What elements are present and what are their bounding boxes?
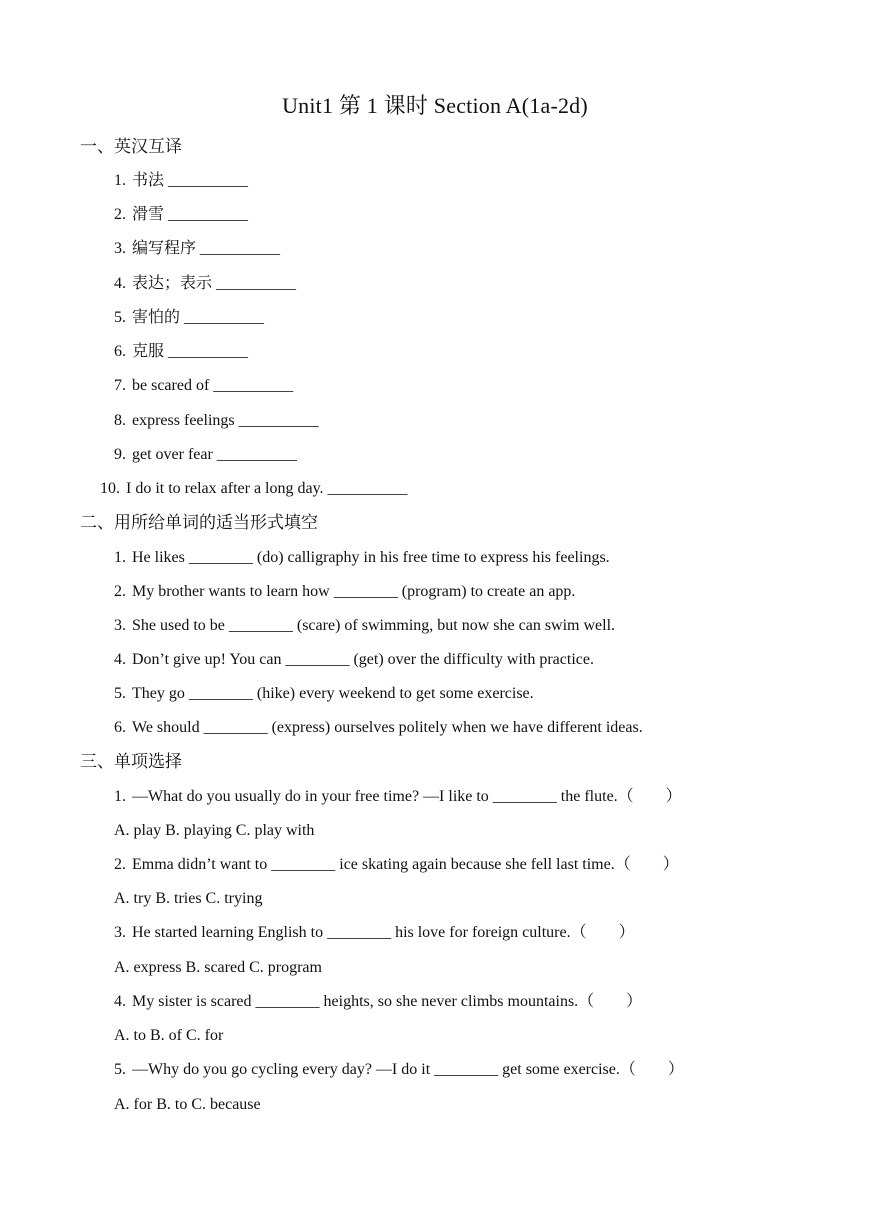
item-text: They go ________ (hike) every weekend to get some exercise. bbox=[132, 685, 534, 702]
question-number: 5. bbox=[114, 1061, 126, 1078]
question-options: A. to B. of C. for bbox=[114, 1027, 224, 1044]
question-number: 3. bbox=[114, 924, 126, 941]
item-text: 滑雪 __________ bbox=[132, 206, 249, 223]
section-3-question bbox=[100, 786, 682, 808]
item-text: 书法 __________ bbox=[132, 172, 249, 189]
item-number: 6. bbox=[114, 343, 126, 360]
question-text: Emma didn’t want to ________ ice skating again because she fell last time.（ ） bbox=[132, 856, 679, 873]
question-options: A. for B. to C. because bbox=[114, 1096, 261, 1113]
section-2-item bbox=[100, 683, 534, 705]
item-text: express feelings __________ bbox=[132, 412, 319, 429]
item-text: 害怕的 __________ bbox=[132, 309, 265, 326]
item-text: He likes ________ (do) calligraphy in his free time to express his feelings. bbox=[132, 549, 610, 566]
item-text: Don’t give up! You can ________ (get) over the difficulty with practice. bbox=[132, 651, 594, 668]
item-text: 表达；表示 __________ bbox=[132, 275, 297, 292]
section-3-question bbox=[100, 991, 642, 1013]
item-number: 5. bbox=[114, 309, 126, 326]
item-number: 1. bbox=[114, 549, 126, 566]
item-text: I do it to relax after a long day. __________ bbox=[126, 480, 408, 497]
question-text: He started learning English to ________ his love for foreign culture.（ ） bbox=[132, 924, 635, 941]
section-1-item bbox=[100, 444, 297, 466]
section-3-question bbox=[100, 922, 635, 944]
item-number: 4. bbox=[114, 275, 126, 292]
section-2-item bbox=[100, 581, 575, 603]
question-number: 2. bbox=[114, 856, 126, 873]
section-1-item bbox=[100, 204, 248, 226]
section-3-question bbox=[100, 854, 679, 876]
section-3-heading: 三、单项选择 bbox=[80, 752, 182, 771]
section-1-heading: 一、英汉互译 bbox=[80, 137, 182, 156]
item-number: 9. bbox=[114, 446, 126, 463]
item-number: 4. bbox=[114, 651, 126, 668]
item-number: 8. bbox=[114, 412, 126, 429]
question-text: —Why do you go cycling every day? —I do it ________ get some exercise.（ ） bbox=[132, 1061, 684, 1078]
section-1-item bbox=[100, 341, 248, 363]
section-1-item bbox=[100, 170, 248, 192]
item-text: We should ________ (express) ourselves politely when we have different ideas. bbox=[132, 719, 643, 736]
section-1-item bbox=[100, 478, 408, 500]
section-2-item bbox=[100, 547, 610, 569]
question-options: A. try B. tries C. trying bbox=[114, 890, 263, 907]
item-text: get over fear __________ bbox=[132, 446, 297, 463]
item-number: 7. bbox=[114, 377, 126, 394]
item-number: 5. bbox=[114, 685, 126, 702]
item-number: 10. bbox=[100, 480, 120, 497]
section-1-item bbox=[100, 410, 319, 432]
question-text: My sister is scared ________ heights, so she never climbs mountains.（ ） bbox=[132, 993, 643, 1010]
item-number: 3. bbox=[114, 617, 126, 634]
section-3-question bbox=[100, 1059, 684, 1081]
question-number: 1. bbox=[114, 788, 126, 805]
question-options: A. play B. playing C. play with bbox=[114, 822, 315, 839]
section-1-item bbox=[100, 307, 264, 329]
item-text: 克服 __________ bbox=[132, 343, 249, 360]
item-number: 6. bbox=[114, 719, 126, 736]
section-2-item bbox=[100, 615, 615, 637]
section-2-item bbox=[100, 649, 594, 671]
section-1-item bbox=[100, 273, 296, 295]
item-number: 1. bbox=[114, 172, 126, 189]
question-number: 4. bbox=[114, 993, 126, 1010]
item-number: 3. bbox=[114, 240, 126, 257]
section-2-item bbox=[100, 717, 643, 739]
section-2-heading: 二、用所给单词的适当形式填空 bbox=[80, 513, 318, 532]
item-text: be scared of __________ bbox=[132, 377, 294, 394]
page-title: Unit1 第 1 课时 Section A(1a-2d) bbox=[282, 93, 588, 118]
item-text: 编写程序 __________ bbox=[132, 240, 281, 257]
question-options: A. express B. scared C. program bbox=[114, 959, 322, 976]
item-number: 2. bbox=[114, 206, 126, 223]
item-text: My brother wants to learn how ________ (program) to create an app. bbox=[132, 583, 576, 600]
section-1-item bbox=[100, 238, 280, 260]
item-number: 2. bbox=[114, 583, 126, 600]
section-1-item bbox=[100, 375, 293, 397]
item-text: She used to be ________ (scare) of swimming, but now she can swim well. bbox=[132, 617, 616, 634]
question-text: —What do you usually do in your free time? —I like to ________ the flute.（ ） bbox=[132, 788, 682, 805]
